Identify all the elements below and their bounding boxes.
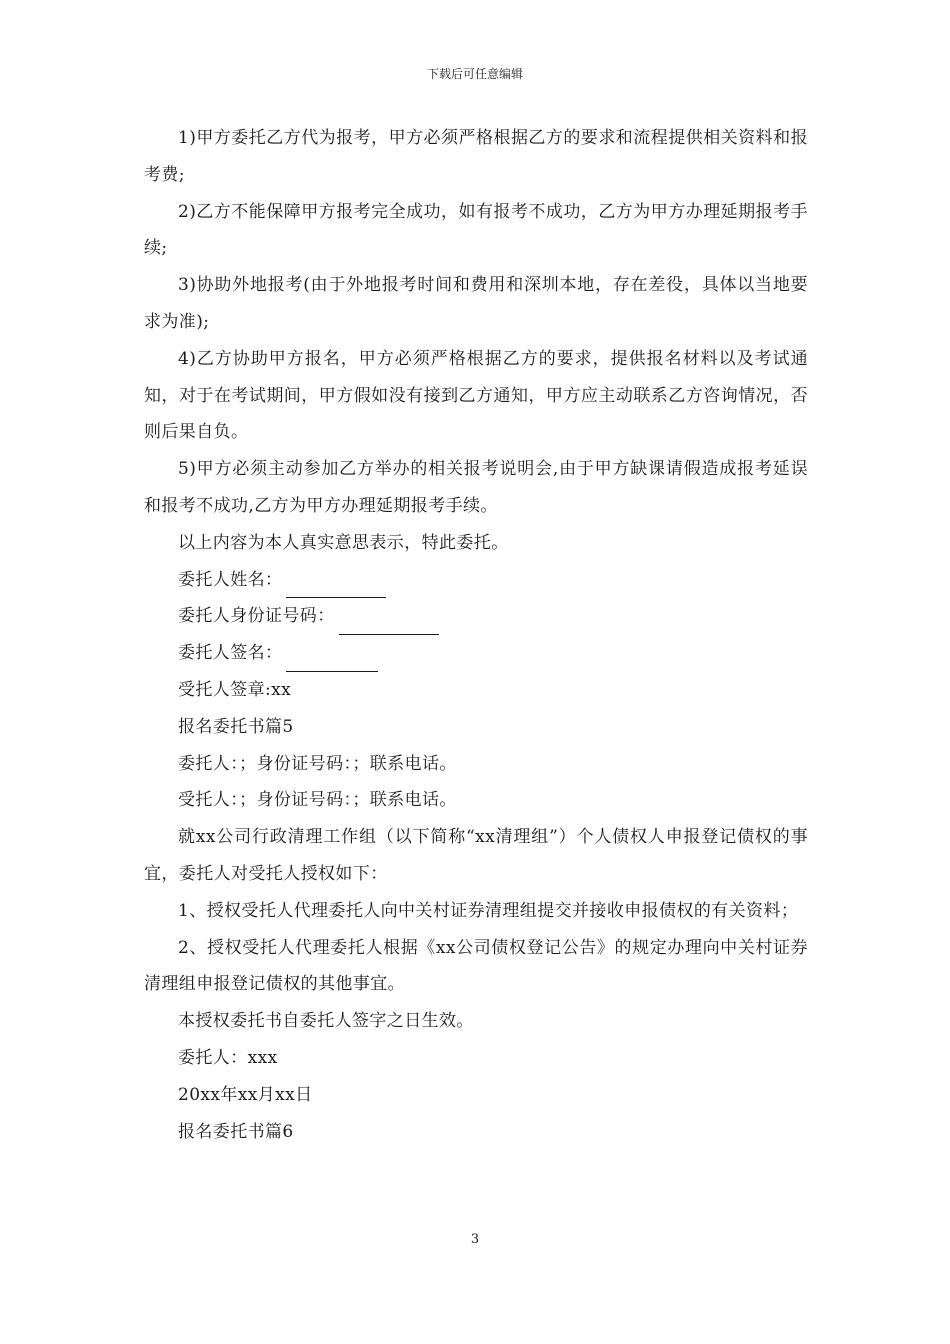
declaration: 以上内容为本人真实意思表示，特此委托。 — [178, 532, 509, 553]
principal-signature-line: 委托人：xxx — [178, 1047, 278, 1068]
principal-info-line: 委托人：；身份证号码：；联系电话。 — [178, 753, 457, 774]
page-number: 3 — [470, 1232, 480, 1247]
principal-name-line — [144, 562, 808, 599]
header-text: 下载后可任意编辑 — [426, 67, 523, 81]
principal-id-blank — [339, 610, 439, 635]
principal-sign-blank — [286, 647, 378, 672]
section-title-6: 报名委托书篇6 — [178, 1121, 294, 1142]
clause-3: 3)协助外地报考(由于外地报考时间和费用和深圳本地，存在差役，具体以当地要求为准); — [144, 275, 808, 332]
principal-name-label: 委托人姓名： — [178, 569, 283, 590]
document-body — [144, 120, 808, 1150]
clause-1: 1)甲方委托乙方代为报考，甲方必须严格根据乙方的要求和流程提供相关资料和报考费; — [144, 128, 808, 185]
principal-name-blank — [286, 573, 386, 598]
agent-seal-line: 受托人签章:xx — [178, 679, 292, 700]
agent-info-line: 受托人：；身份证号码：；联系电话。 — [178, 790, 457, 811]
clause-2: 2)乙方不能保障甲方报考完全成功，如有报考不成功，乙方为甲方办理延期报考手续; — [144, 201, 808, 259]
date-line: 20xx年xx月xx日 — [178, 1084, 313, 1105]
authorization-item-2: 2、授权受托人代理委托人根据《xx公司债权登记公告》的规定办理向中关村证券清理组申报登记债权的其他事宜。 — [144, 937, 808, 995]
principal-sign-label: 委托人签名： — [178, 643, 283, 664]
clause-4: 4)乙方协助甲方报名，甲方必须严格根据乙方的要求，提供报名材料以及考试通知，对于在考试期间，甲方假如没有接到乙方通知，甲方应主动联系乙方咨询情况，否则后果自负。 — [144, 348, 808, 443]
authorization-intro: 就xx公司行政清理工作组（以下简称“xx清理组”）个人债权人申报登记债权的事宜，委托人对受托人授权如下： — [144, 827, 808, 884]
page-header — [0, 66, 950, 82]
page-footer — [0, 1232, 950, 1248]
effective-statement: 本授权委托书自委托人签字之日生效。 — [178, 1011, 474, 1032]
principal-id-line — [144, 598, 808, 635]
clause-5: 5)甲方必须主动参加乙方举办的相关报考说明会,由于甲方缺课请假造成报考延误和报考不成功,乙方为甲方办理延期报考手续。 — [144, 459, 808, 516]
authorization-item-1: 1、授权受托人代理委托人向中关村证券清理组提交并接收申报债权的有关资料； — [178, 900, 799, 921]
principal-sign-line — [144, 635, 808, 672]
principal-id-label: 委托人身份证号码： — [178, 606, 335, 627]
section-title-5: 报名委托书篇5 — [178, 716, 294, 737]
